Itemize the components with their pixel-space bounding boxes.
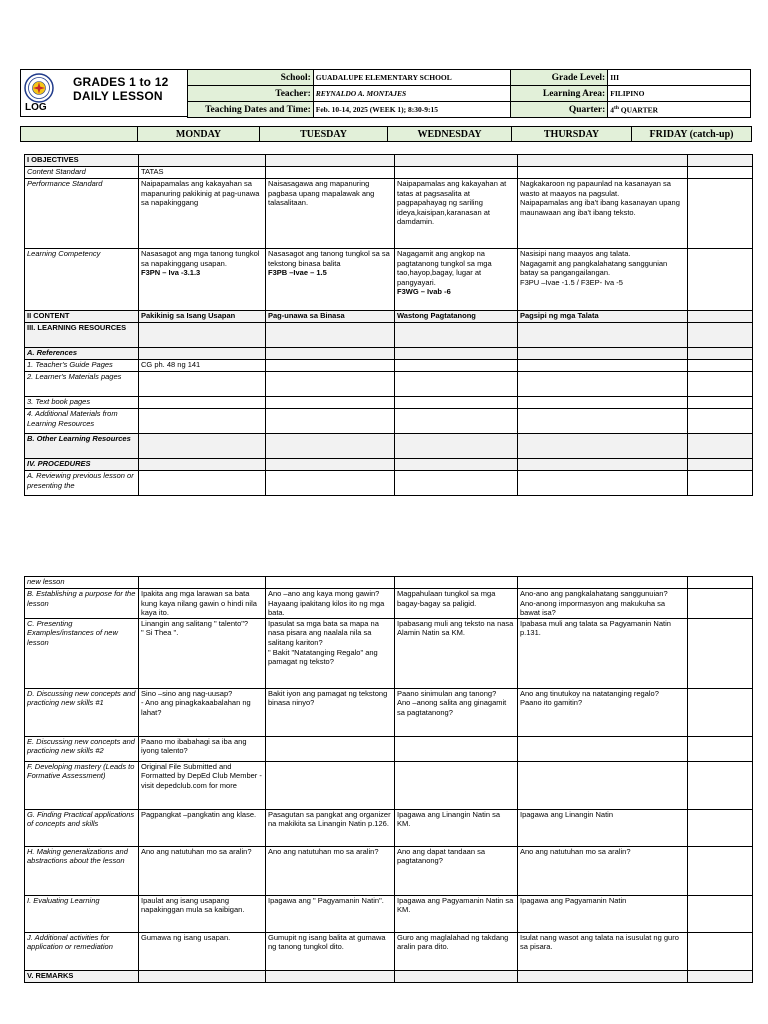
day-header-blank [21, 127, 138, 142]
cell-text: Pag-unawa sa Binasa [268, 311, 345, 320]
cell-text: Sino –sino ang nag-uusap? - Ano ang pinagkakaabalahan ng lahat? [141, 688, 251, 717]
lesson-row [25, 618, 753, 688]
teacher-label: Teacher: [188, 86, 314, 102]
cell-friday [688, 459, 753, 471]
cell-monday [139, 434, 266, 459]
row-label: Performance Standard [25, 179, 139, 249]
cell-text: Nasisipi nang maayos ang talata. Nagagamit ang pangkalahatang sanggunian batay sa pangangailangan. F3PU –Ivae -1.5 / F3EP- Iva -5 [520, 249, 668, 287]
cell-wednesday [395, 249, 518, 311]
cell-wednesday [395, 372, 518, 397]
cell-tuesday [266, 688, 395, 736]
cell-text: Ano ang natutuhan mo sa aralin? [141, 846, 252, 856]
lesson-row [25, 577, 753, 589]
cell-thursday [518, 409, 688, 434]
cell-wednesday [395, 397, 518, 409]
row-label: F. Developing mastery (Leads to Formative Assessment) [25, 761, 139, 809]
cell-wednesday [395, 434, 518, 459]
cell-text: Ano ang natutuhan mo sa aralin? [268, 846, 379, 856]
cell-wednesday [395, 589, 518, 619]
cell-text: Gumupit ng isang balita at gumawa ng tanong tungkol dito. [268, 932, 386, 952]
cell-friday [688, 323, 753, 348]
cell-text: Naipapamalas ang kakayahan sa mapanuring pakikinig at pag-unawa sa napakinggang [141, 179, 260, 208]
cell-text: Ipasulat sa mga bata sa mapa na nasa pisara ang naalala nila sa salitang kariton? " Bakit "Natatanging Regalo" ang pamagat ng teksto? [268, 618, 379, 667]
cell-text: Naisasagawa ang mapanuring pagbasa upang mapalawak ang talasalitaan. [268, 179, 375, 208]
info-table [187, 69, 751, 118]
cell-monday [139, 360, 266, 372]
cell-friday [688, 360, 753, 372]
row-label: E. Discussing new concepts and practicing new skills #2 [25, 736, 139, 761]
cell-monday [139, 932, 266, 970]
row-label: Learning Competency [25, 249, 139, 311]
cell-text: Ano ang tinutukoy na natatanging regalo? Paano ito gamitin? [520, 688, 659, 708]
cell-text: Ano ang dapat tandaan sa pagtatanong? [397, 846, 485, 866]
cell-tuesday [266, 179, 395, 249]
lesson-row [25, 688, 753, 736]
cell-friday [688, 434, 753, 459]
cell-thursday [518, 809, 688, 846]
lesson-row [25, 459, 753, 471]
cell-monday [139, 970, 266, 982]
teacher-value: REYNALDO A. MONTAJES [313, 86, 511, 102]
row-label: C. Presenting Examples/instances of new lesson [25, 618, 139, 688]
cell-monday [139, 397, 266, 409]
cell-thursday [518, 179, 688, 249]
cell-text: Naipapamalas ang kakayahan at tatas at pagsasalita at pagpapahayag ng sariling ideya,kaisipan,karanasan at damdamin. [397, 179, 507, 227]
cell-tuesday [266, 895, 395, 932]
cell-monday [139, 311, 266, 323]
cell-text: Ipagawa ang " Pagyamanin Natin". [268, 895, 384, 905]
cell-wednesday [395, 155, 518, 167]
cell-tuesday [266, 809, 395, 846]
cell-thursday [518, 895, 688, 932]
lesson-row [25, 846, 753, 895]
row-label: H. Making generalizations and abstractions about the lesson [25, 846, 139, 895]
quarter-label: Quarter: [511, 102, 608, 118]
row-label: G. Finding Practical applications of concepts and skills [25, 809, 139, 846]
row-label: 3. Text book pages [25, 397, 139, 409]
lesson-row [25, 249, 753, 311]
cell-friday [688, 155, 753, 167]
cell-text: CG ph. 48 ng 141 [141, 360, 201, 369]
cell-monday [139, 409, 266, 434]
cell-thursday [518, 970, 688, 982]
cell-text: Bakit iyon ang pamagat ng tekstong binasa ninyo? [268, 688, 388, 708]
cell-wednesday [395, 348, 518, 360]
cell-wednesday [395, 736, 518, 761]
cell-tuesday [266, 360, 395, 372]
cell-text: Ipaulat ang isang usapang napakinggan mula sa kaibigan. [141, 895, 245, 915]
cell-text: Guro ang maglalahad ng takdang aralin para dito. [397, 932, 509, 952]
cell-text: Ipakita ang mga larawan sa bata kung kaya nilang gawin o hindi nila kaya ito. [141, 589, 257, 618]
cell-thursday [518, 577, 688, 589]
cell-text: Magpahulaan tungkol sa mga bagay-bagay sa paligid. [397, 589, 496, 608]
cell-friday [688, 761, 753, 809]
quarter-value: 4th QUARTER [608, 102, 751, 118]
cell-monday [139, 249, 266, 311]
cell-thursday [518, 155, 688, 167]
cell-thursday [518, 688, 688, 736]
row-label: II CONTENT [25, 311, 139, 323]
cell-thursday [518, 348, 688, 360]
cell-thursday [518, 311, 688, 323]
cell-text: Pagsipi ng mga Talata [520, 311, 599, 320]
lesson-row [25, 895, 753, 932]
row-label: 1. Teacher's Guide Pages [25, 360, 139, 372]
row-label: IV. PROCEDURES [25, 459, 139, 471]
cell-text: Linangin ang salitang " talento"? " Si Thea ". [141, 618, 249, 638]
row-label: A. References [25, 348, 139, 360]
cell-text: Ano ang natutuhan mo sa aralin? [520, 846, 631, 856]
row-label: 2. Learner's Materials pages [25, 372, 139, 397]
cell-thursday [518, 459, 688, 471]
lesson-row [25, 311, 753, 323]
cell-wednesday [395, 809, 518, 846]
lesson-row [25, 970, 753, 982]
cell-thursday [518, 249, 688, 311]
cell-tuesday [266, 372, 395, 397]
lesson-grid-bottom [24, 576, 753, 983]
cell-friday [688, 932, 753, 970]
cell-wednesday [395, 761, 518, 809]
row-label: 4. Additional Materials from Learning Resources [25, 409, 139, 434]
cell-tuesday [266, 932, 395, 970]
cell-monday [139, 846, 266, 895]
cell-tuesday [266, 323, 395, 348]
cell-text: Ano –ano ang kaya mong gawin? Hayaang ipakitang kilos ito ng mga bata. [268, 589, 385, 618]
row-label: D. Discussing new concepts and practicing new skills #1 [25, 688, 139, 736]
cell-text: Original File Submitted and Formatted by DepEd Club Member - visit depedclub.com for more [141, 761, 262, 790]
cell-thursday [518, 323, 688, 348]
cell-friday [688, 589, 753, 619]
lesson-row [25, 736, 753, 761]
cell-thursday [518, 932, 688, 970]
cell-tuesday [266, 459, 395, 471]
cell-monday [139, 179, 266, 249]
cell-monday [139, 618, 266, 688]
cell-wednesday [395, 577, 518, 589]
lesson-row [25, 409, 753, 434]
cell-tuesday [266, 348, 395, 360]
cell-wednesday [395, 846, 518, 895]
lesson-row [25, 809, 753, 846]
cell-monday [139, 895, 266, 932]
competency-code: F3PN – Iva -3.1.3 [141, 268, 201, 278]
cell-tuesday [266, 736, 395, 761]
cell-monday [139, 761, 266, 809]
lesson-row [25, 761, 753, 809]
cell-friday [688, 409, 753, 434]
cell-text: Paano sinimulan ang tanong? Ano –anong salita ang ginagamit sa pagtatanong? [397, 688, 507, 717]
cell-monday [139, 736, 266, 761]
cell-friday [688, 736, 753, 761]
cell-monday [139, 167, 266, 179]
cell-friday [688, 895, 753, 932]
lesson-row [25, 372, 753, 397]
cell-friday [688, 179, 753, 249]
lesson-row [25, 167, 753, 179]
cell-monday [139, 155, 266, 167]
cell-tuesday [266, 409, 395, 434]
cell-text: Nasasagot ang mga tanong tungkol sa napakinggang usapan. [141, 249, 260, 268]
cell-thursday [518, 167, 688, 179]
grade-level-value: III [608, 70, 751, 86]
teaching-dates-value: Feb. 10-14, 2025 (WEEK 1); 8:30-9:15 [313, 102, 511, 118]
grades-title: GRADES 1 to 12 [73, 75, 169, 89]
day-header-thursday: THURSDAY [512, 127, 632, 142]
cell-text: Nasasagot ang tanong tungkol sa sa tekstong binasa balita [268, 249, 390, 268]
cell-monday [139, 348, 266, 360]
cell-wednesday [395, 459, 518, 471]
cell-tuesday [266, 471, 395, 496]
cell-wednesday [395, 409, 518, 434]
cell-wednesday [395, 323, 518, 348]
cell-friday [688, 809, 753, 846]
lesson-grid-top [24, 154, 753, 496]
lesson-row [25, 397, 753, 409]
cell-wednesday [395, 688, 518, 736]
competency-code: F3PB –Ivae – 1.5 [268, 268, 327, 278]
cell-text: Ano-ano ang pangkalahatang sanggunuian? Ano-anong impormasyon ang makukuha sa bawat isa? [520, 589, 668, 618]
row-label: B. Other Learning Resources [25, 434, 139, 459]
lesson-row [25, 323, 753, 348]
cell-tuesday [266, 397, 395, 409]
cell-tuesday [266, 249, 395, 311]
school-value: GUADALUPE ELEMENTARY SCHOOL [313, 70, 511, 86]
lesson-row [25, 932, 753, 970]
cell-text: Wastong Pagtatanong [397, 311, 476, 320]
cell-friday [688, 846, 753, 895]
row-label: V. REMARKS [25, 970, 139, 982]
row-label: I OBJECTIVES [25, 155, 139, 167]
cell-thursday [518, 846, 688, 895]
competency-code: F3WG – Ivab -6 [397, 287, 451, 297]
cell-thursday [518, 397, 688, 409]
row-label: new lesson [25, 577, 139, 589]
row-label: III. LEARNING RESOURCES [25, 323, 139, 348]
cell-friday [688, 688, 753, 736]
deped-seal-icon [24, 73, 54, 103]
cell-text: TATAS [141, 167, 164, 176]
cell-monday [139, 372, 266, 397]
school-label: School: [188, 70, 314, 86]
cell-thursday [518, 372, 688, 397]
cell-wednesday [395, 311, 518, 323]
cell-text: Paano mo ibabahagi sa iba ang iyong talento? [141, 736, 247, 756]
lesson-row [25, 155, 753, 167]
row-label: I. Evaluating Learning [25, 895, 139, 932]
cell-tuesday [266, 167, 395, 179]
cell-friday [688, 311, 753, 323]
cell-text: Ipagawa ang Linangin Natin sa KM. [397, 809, 500, 829]
cell-wednesday [395, 360, 518, 372]
teaching-dates-label: Teaching Dates and Time: [188, 102, 314, 118]
cell-wednesday [395, 618, 518, 688]
cell-text: Nagkakaroon ng papaunlad na kasanayan sa wasto at maayos na pagsulat. Naipapamalas ang iba't ibang kasanayan upang maunawaan ang iba't ibang teksto. [520, 179, 680, 217]
lesson-log-header [20, 69, 751, 117]
cell-friday [688, 471, 753, 496]
cell-thursday [518, 434, 688, 459]
lesson-row [25, 471, 753, 496]
cell-tuesday [266, 311, 395, 323]
cell-tuesday [266, 589, 395, 619]
cell-friday [688, 397, 753, 409]
title-block [20, 69, 188, 117]
day-header-monday: MONDAY [138, 127, 260, 142]
cell-thursday [518, 360, 688, 372]
cell-text: Nagagamit ang angkop na pagtatanong tungkol sa mga tao,hayop,bagay, lugar at pangyayari. [397, 249, 492, 287]
cell-monday [139, 589, 266, 619]
cell-tuesday [266, 846, 395, 895]
daily-lesson-title: DAILY LESSON [73, 89, 163, 103]
cell-wednesday [395, 895, 518, 932]
learning-area-value: FILIPINO [608, 86, 751, 102]
lesson-row [25, 360, 753, 372]
cell-text: Pasagutan sa pangkat ang organizer na makikita sa Linangin Natin p.126. [268, 809, 391, 829]
day-header-tuesday: TUESDAY [260, 127, 388, 142]
cell-wednesday [395, 167, 518, 179]
cell-friday [688, 970, 753, 982]
cell-friday [688, 249, 753, 311]
cell-monday [139, 471, 266, 496]
cell-tuesday [266, 434, 395, 459]
cell-text: Ipagawa ang Linangin Natin [520, 809, 613, 819]
cell-thursday [518, 736, 688, 761]
row-label: B. Establishing a purpose for the lesson [25, 589, 139, 619]
cell-tuesday [266, 577, 395, 589]
cell-text: Gumawa ng isang usapan. [141, 932, 231, 942]
cell-thursday [518, 761, 688, 809]
cell-tuesday [266, 618, 395, 688]
cell-friday [688, 167, 753, 179]
cell-tuesday [266, 970, 395, 982]
cell-monday [139, 459, 266, 471]
cell-monday [139, 323, 266, 348]
cell-text: Ipabasang muli ang teksto na nasa Alamin Natin sa KM. [397, 618, 514, 638]
cell-monday [139, 688, 266, 736]
cell-tuesday [266, 155, 395, 167]
cell-thursday [518, 618, 688, 688]
row-label: A. Reviewing previous lesson or presenting the [25, 471, 139, 496]
cell-friday [688, 372, 753, 397]
cell-thursday [518, 471, 688, 496]
lesson-row [25, 348, 753, 360]
grade-level-label: Grade Level: [511, 70, 608, 86]
cell-text: Ipagawa ang Pagyamanin Natin [520, 895, 627, 905]
cell-friday [688, 348, 753, 360]
lesson-row [25, 434, 753, 459]
cell-wednesday [395, 970, 518, 982]
cell-friday [688, 577, 753, 589]
cell-friday [688, 618, 753, 688]
cell-wednesday [395, 471, 518, 496]
lesson-row [25, 179, 753, 249]
cell-text: Ipagawa ang Pagyamanin Natin sa KM. [397, 895, 514, 915]
day-header-wednesday: WEDNESDAY [388, 127, 512, 142]
lesson-row [25, 589, 753, 619]
cell-text: Isulat nang wasot ang talata na isusulat ng guro sa pisara. [520, 932, 679, 952]
cell-text: Pakikinig sa Isang Usapan [141, 311, 236, 320]
row-label: Content Standard [25, 167, 139, 179]
cell-wednesday [395, 179, 518, 249]
cell-text: Pagpangkat –pangkatin ang klase. [141, 809, 257, 819]
row-label: J. Additional activities for application or remediation [25, 932, 139, 970]
cell-wednesday [395, 932, 518, 970]
cell-thursday [518, 589, 688, 619]
day-header-friday: FRIDAY (catch-up) [632, 127, 752, 142]
cell-monday [139, 809, 266, 846]
cell-tuesday [266, 761, 395, 809]
learning-area-label: Learning Area: [511, 86, 608, 102]
cell-monday [139, 577, 266, 589]
log-label: LOG [25, 102, 47, 113]
cell-text: Ipabasa muli ang talata sa Pagyamanin Natin p.131. [520, 618, 671, 638]
day-header-row [20, 126, 752, 142]
